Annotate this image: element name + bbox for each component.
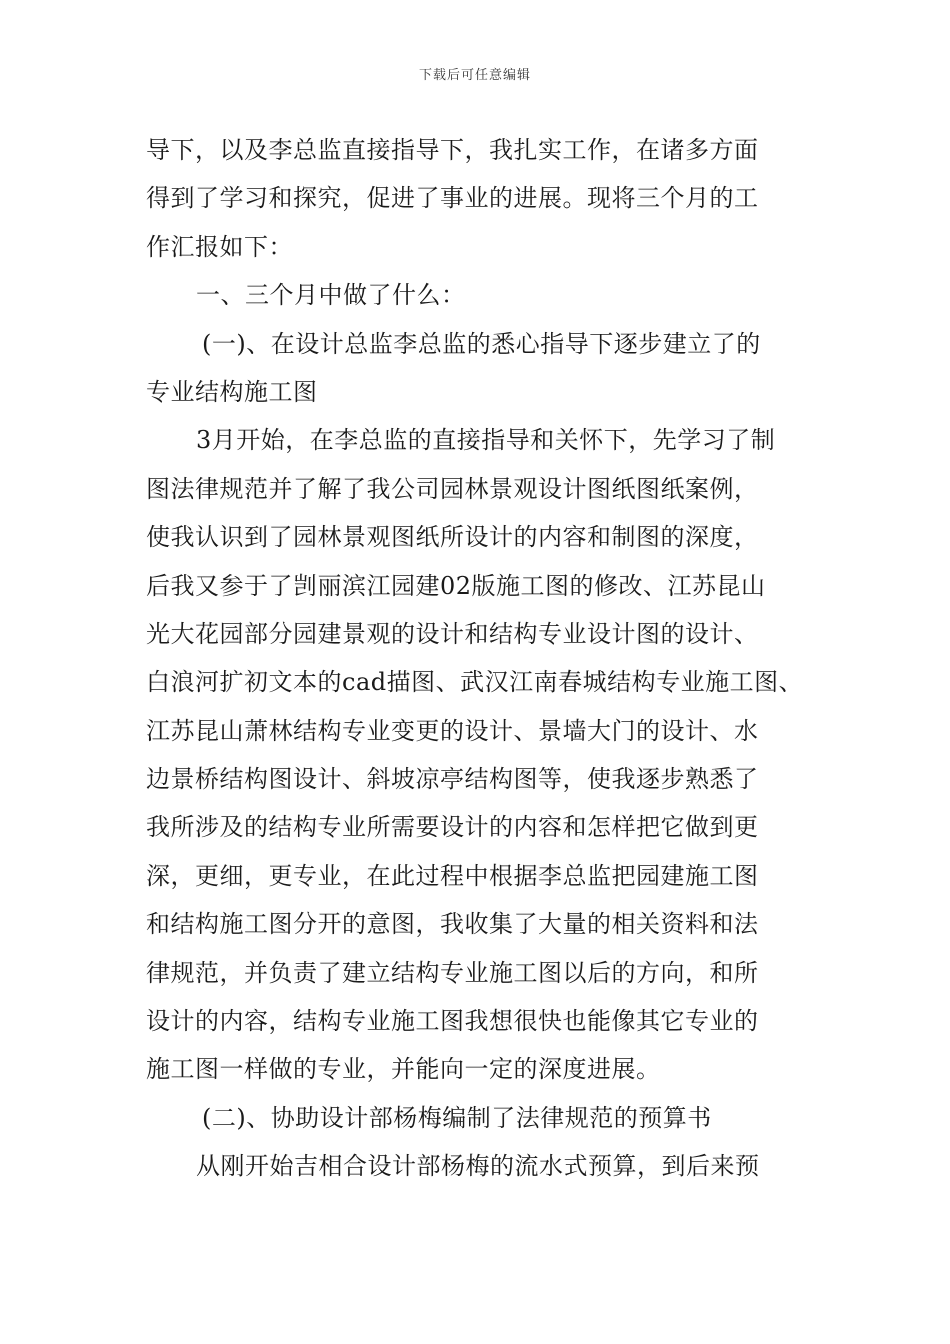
subsection-heading: (一)、在设计总监李总监的悉心指导下逐步建立了的: [202, 329, 761, 358]
text-line: 我所涉及的结构专业所需要设计的内容和怎样把它做到更: [146, 813, 759, 842]
text-line: 得到了学习和探究，促进了事业的进展。现将三个月的工: [146, 184, 759, 213]
text-line: 作汇报如下：: [146, 232, 293, 261]
text-line: 白浪河扩初文本的cad描图、武汉江南春城结构专业施工图、: [146, 668, 804, 697]
text-line: 施工图一样做的专业，并能向一定的深度进展。: [146, 1055, 661, 1084]
text-line: 设计的内容，结构专业施工图我想很快也能像其它专业的: [146, 1007, 759, 1036]
text-line: 专业结构施工图: [146, 377, 318, 406]
text-line: 边景桥结构图设计、斜坡凉亭结构图等，使我逐步熟悉了: [146, 765, 759, 794]
text-line: 后我又参于了剀丽滨江园建02版施工图的修改、江苏昆山: [146, 571, 766, 600]
text-line: 江苏昆山萧林结构专业变更的设计、景墙大门的设计、水: [146, 716, 759, 745]
text-line: 光大花园部分园建景观的设计和结构专业设计图的设计、: [146, 619, 759, 648]
text-line: 图法律规范并了解了我公司园林景观设计图纸图纸案例，: [146, 474, 759, 503]
document-body: [146, 126, 818, 1191]
text-line: 导下，以及李总监直接指导下，我扎实工作，在诸多方面: [146, 136, 759, 164]
page-header: 下载后可任意编辑: [418, 68, 531, 83]
text-line: 深，更细，更专业，在此过程中根据李总监把园建施工图: [146, 861, 759, 890]
section-heading: 一、三个月中做了什么：: [196, 281, 466, 310]
text-line: 律规范，并负责了建立结构专业施工图以后的方向，和所: [146, 958, 759, 987]
text-line: 使我认识到了园林景观图纸所设计的内容和制图的深度，: [146, 523, 759, 552]
paragraph-start: 3月开始，在李总监的直接指导和关怀下，先学习了制: [196, 426, 776, 455]
text-line: 和结构施工图分开的意图，我收集了大量的相关资料和法: [146, 910, 759, 939]
subsection-heading: (二)、协助设计部杨梅编制了法律规范的预算书: [202, 1103, 712, 1132]
paragraph-start: 从刚开始吉相合设计部杨梅的流水式预算，到后来预: [196, 1152, 760, 1181]
